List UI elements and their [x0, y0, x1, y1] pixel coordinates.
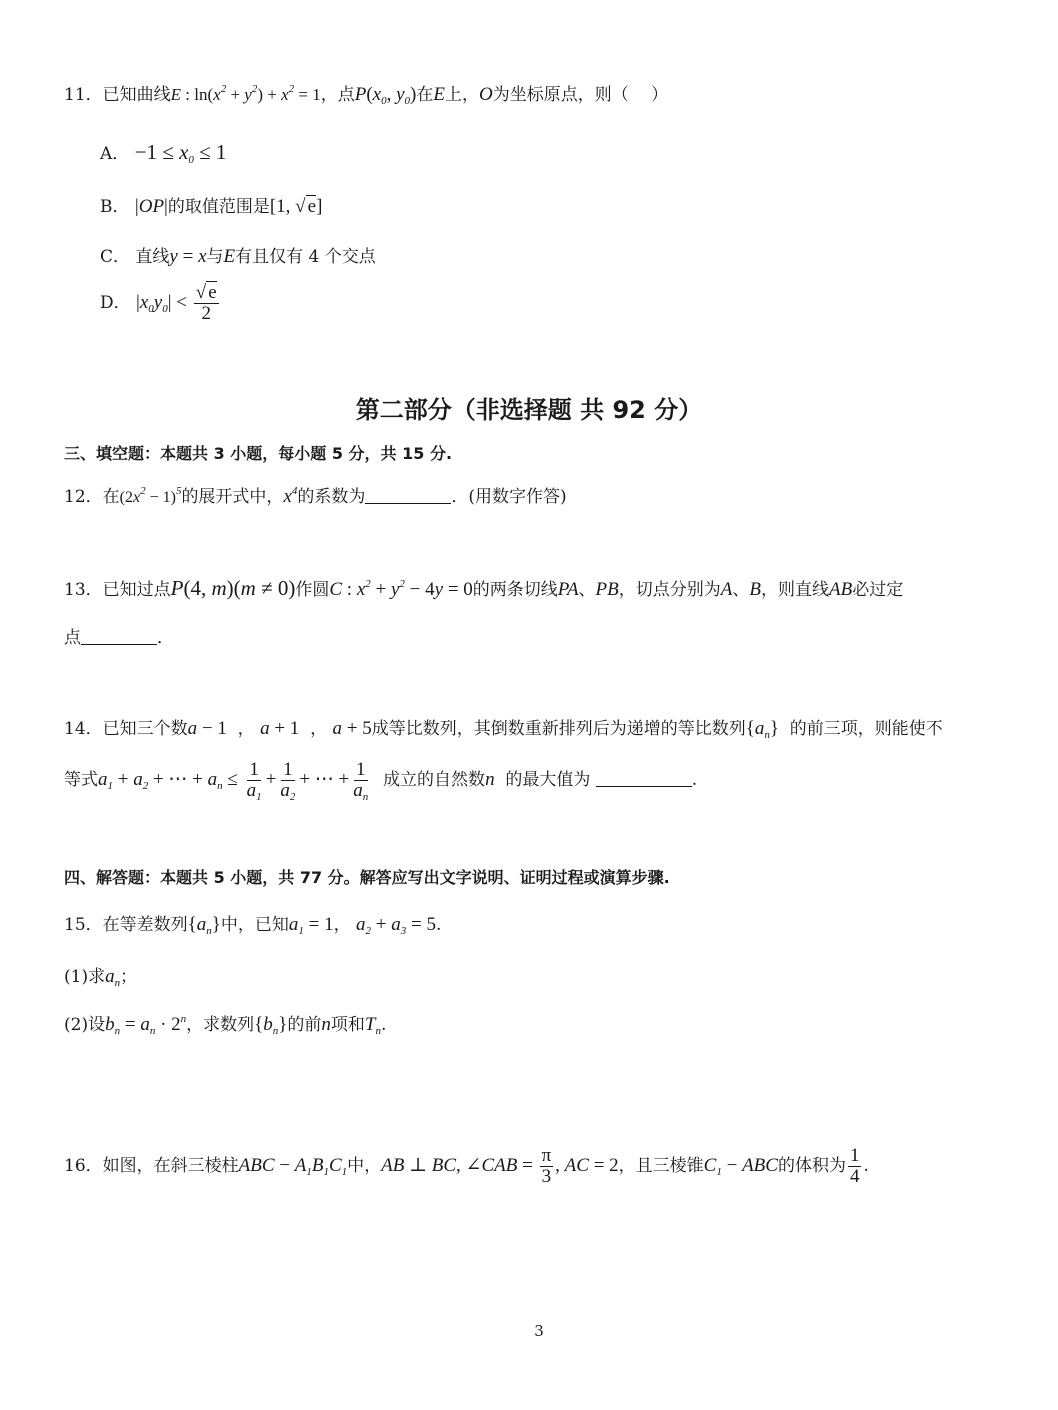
q11-option-b: B． |OP|的取值范围是[1, √ e] [100, 196, 323, 217]
q11-stem: 11．已知曲线E : $\ln(x^2 + y^2) + x^2 = 1$，点$P(x_0$, $y_0$)在E上，O为坐标原点，则（ ） [64, 83, 669, 107]
q12-answer-blank[interactable] [365, 503, 451, 504]
q12-number: 12． [64, 487, 103, 507]
q16-number: 16． [64, 1155, 103, 1176]
section4-heading: 四、解答题：本题共 5 小题，共 77 分。解答应写出文字说明、证明过程或演算步骤. [64, 868, 670, 887]
q11-number: 11． [64, 85, 103, 105]
q15-part2: (2)设$b_n = a_n \cdot 2^n$，求数列$\{b_n\}$的前n项和$T_n$. [64, 1013, 387, 1037]
q14-line1: 14．已知三个数a − 1 ， a + 1 ， a + 5成等比数列，其倒数重新排列后为递增的等比数列$\{a_n\}$ 的前三项，则能使不 [64, 718, 943, 741]
page-number: 3 [534, 1322, 544, 1340]
q13-line1: 13．已知过点P(4, m)(m ≠ 0)作圆C : $x^2 + y^2 - 4y = 0$的两条切线PA、PB，切点分别为A、B，则直线AB必过定 [64, 576, 904, 600]
q11-curve: E : $\ln(x^2 + y^2) + x^2 = 1$ [170, 83, 321, 104]
section3-heading: 三、填空题：本题共 3 小题，每小题 5 分，共 15 分. [64, 444, 453, 463]
q13-line2: 点 ． [64, 628, 174, 648]
q14-number: 14． [64, 719, 103, 739]
q13-answer-blank[interactable] [81, 644, 157, 645]
q16: 16．如图，在斜三棱柱ABC − $A_1B_1C_1$中，AB ⊥ BC, ∠CAB = $\frac{\pi}{3}$ , AC = 2，且三棱锥$C_1$ − ABC的体积为 $\frac{1}{4}$ . [64, 1145, 869, 1187]
q13-number: 13． [64, 580, 103, 600]
q14-answer-blank[interactable] [596, 786, 692, 787]
q12: 12．在$(2x^2 - 1)^5$的展开式中，$x^4$的系数为 ．(用数字作答) [64, 485, 567, 507]
q14-line2: 等式$a_1 + a_2$ + ⋯ + $a_n$ ≤ $\frac{1}{a_1}$ + $\frac{1}{a_2}$ + ⋯ + $\frac{1}{a_n}$ 成立的自然数n 的最大值为 . [64, 759, 698, 803]
q15-part1: (1)求$a_n$； [64, 966, 138, 989]
part2-title: 第二部分（非选择题 共 92 分） [355, 396, 703, 424]
q11-option-d: D． $|x_0y_0|$ < $\frac{√ e}{2}$ [100, 282, 217, 324]
q11-point: $P(x_0$, $y_0$) [354, 84, 417, 107]
q11-option-c: C． 直线y = x与E有且仅有 4 个交点 [100, 246, 376, 267]
q11-option-a: A． $-1 \le x_0 \le 1$ [100, 140, 227, 166]
q15: 15．在等差数列$\{a_n\}$中，已知$a_1 = 1$， $a_2 + a_3 = 5$. [64, 914, 442, 937]
q15-number: 15． [64, 915, 103, 935]
